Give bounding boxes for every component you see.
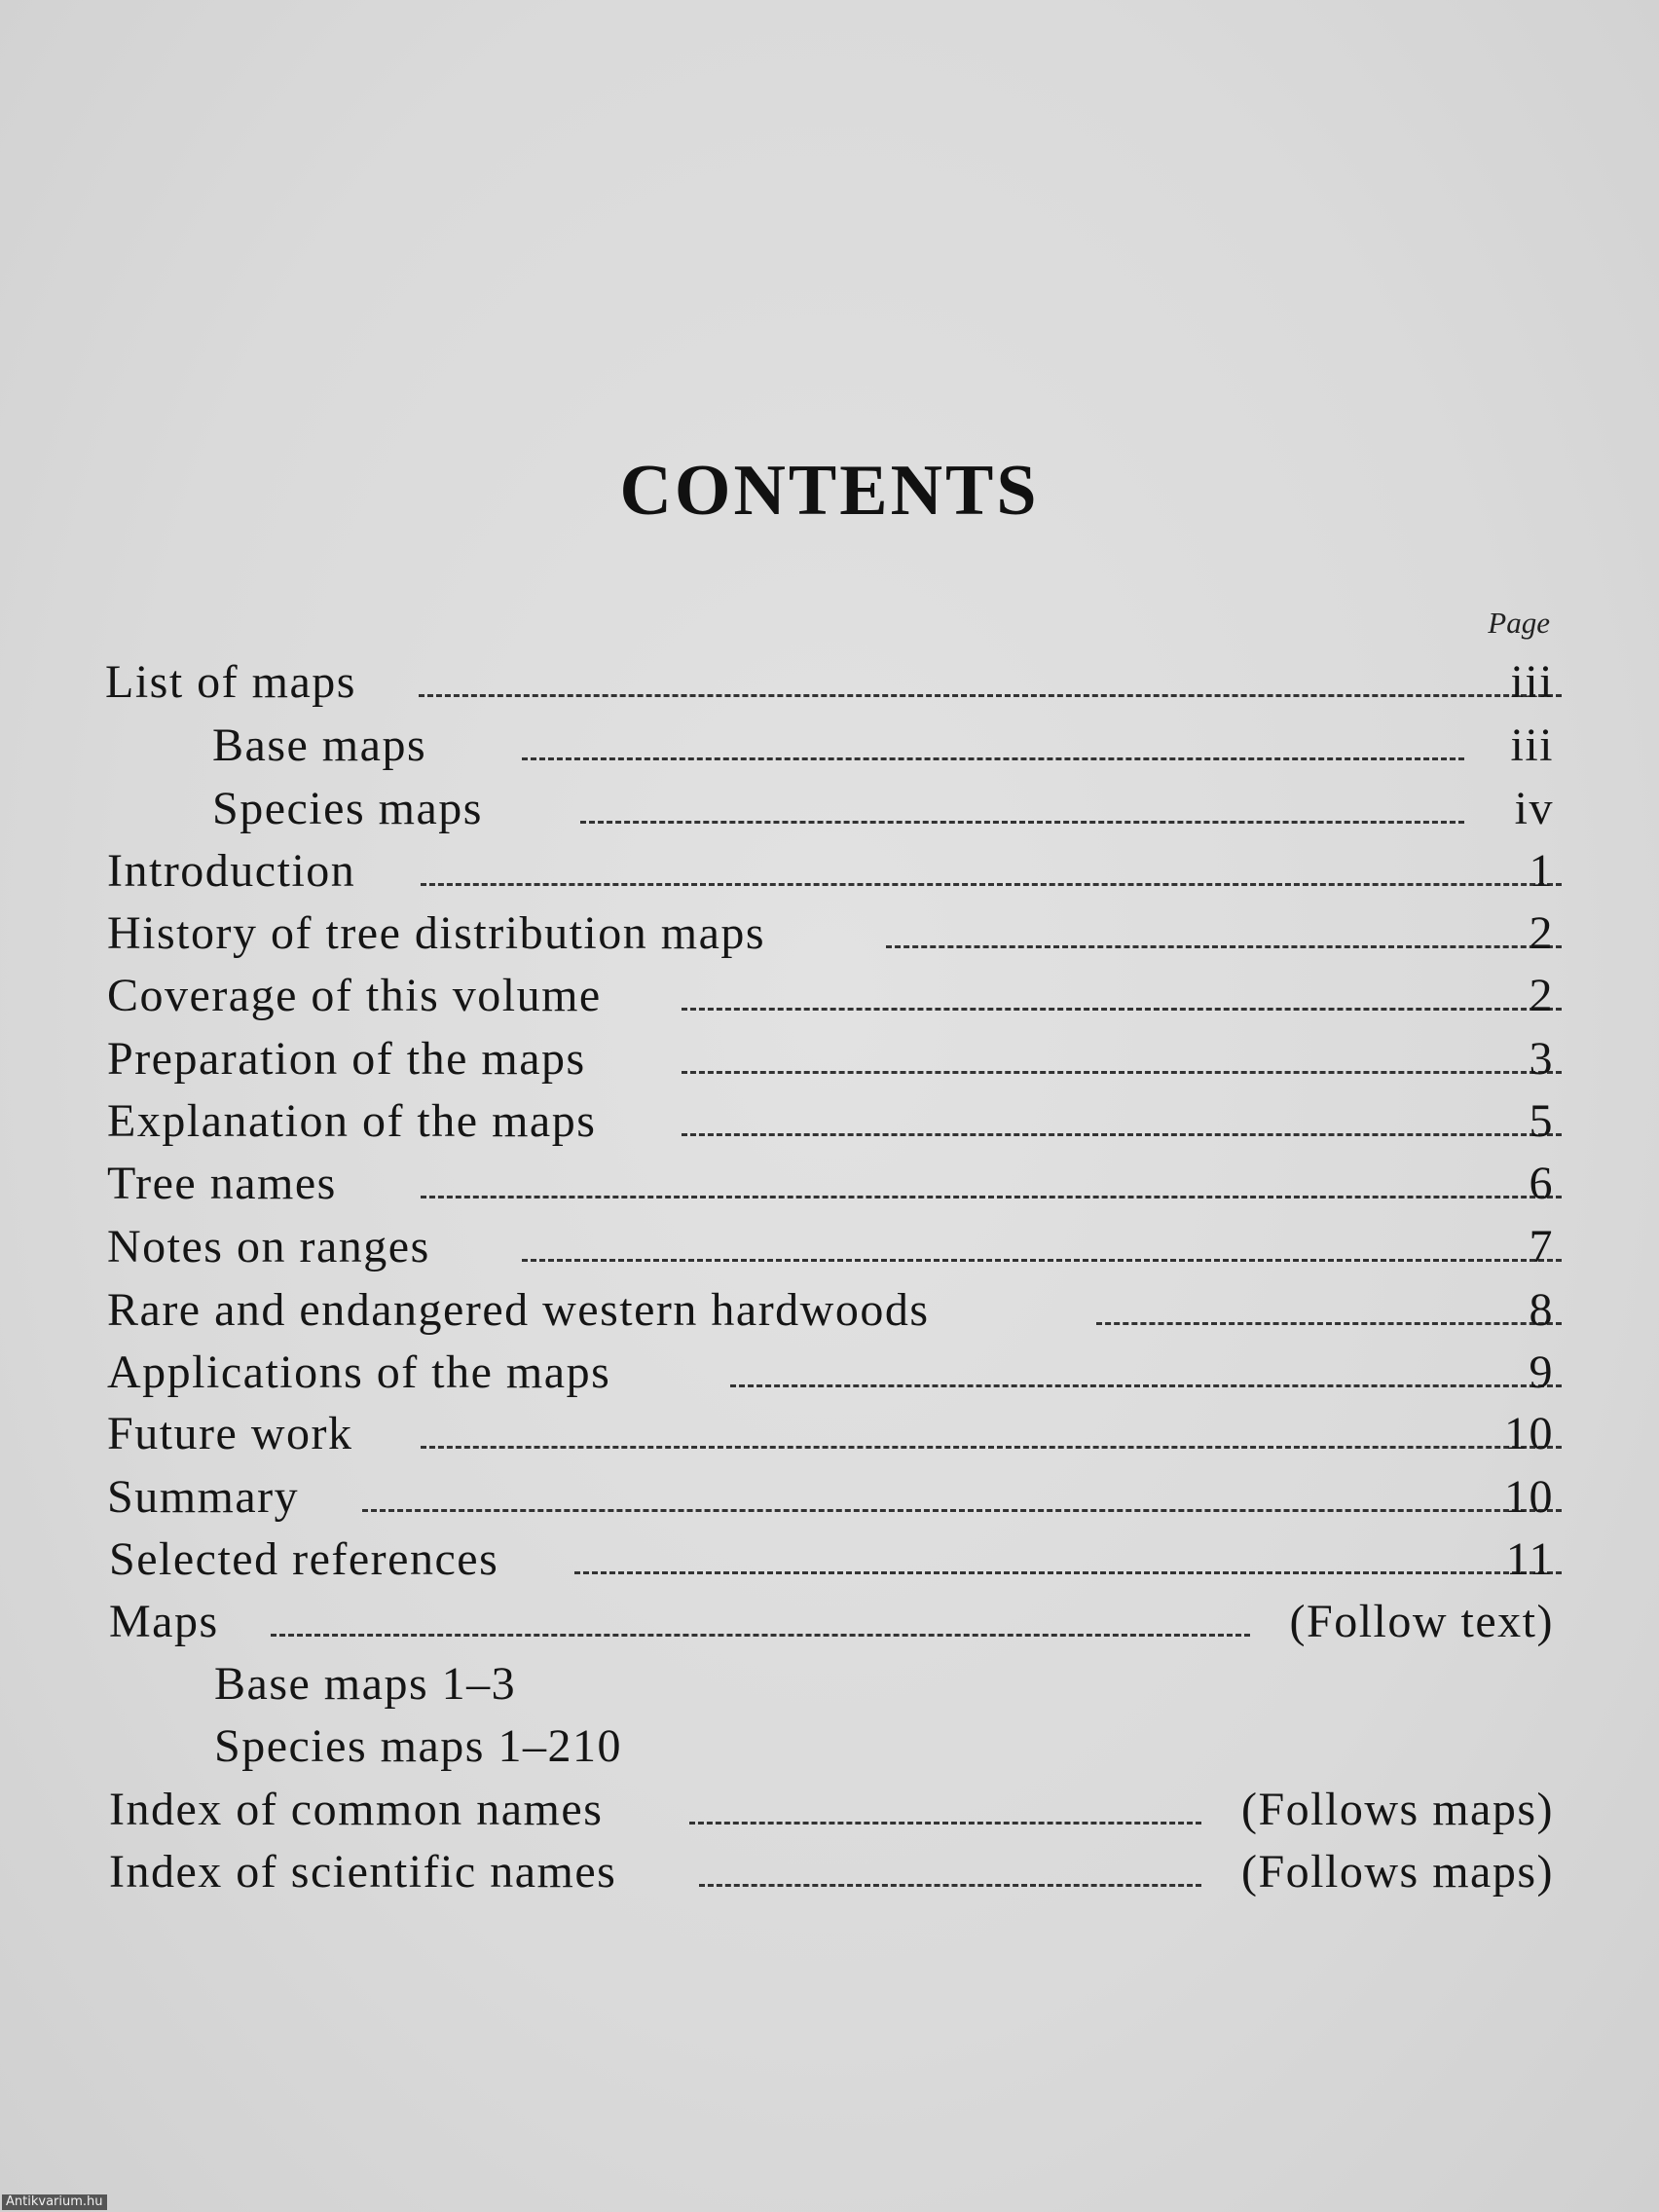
toc-entry-page: 11 (1505, 1533, 1554, 1585)
toc-entry-species-maps (212, 780, 1554, 838)
page-title: CONTENTS (619, 451, 1040, 531)
toc-entry-list-of-maps (105, 653, 1554, 712)
toc-entry-label: Introduction (107, 845, 356, 897)
toc-entry-maps (109, 1593, 1554, 1651)
toc-entry-summary (107, 1468, 1554, 1527)
toc-entry-page: (Follows maps) (1241, 1784, 1554, 1835)
toc-entry-introduction (107, 842, 1554, 901)
dot-leader (421, 1446, 1562, 1449)
toc-entry-label: Species maps 1–210 (214, 1720, 622, 1772)
toc-entry-page: (Follow text) (1289, 1596, 1554, 1647)
dot-leader (362, 1509, 1562, 1512)
dot-leader (682, 1008, 1562, 1011)
toc-entry-index-common-names (109, 1781, 1554, 1839)
toc-entry-label: Applications of the maps (107, 1346, 611, 1398)
toc-subentry-base-maps-range (214, 1655, 896, 1714)
dot-leader (682, 1071, 1562, 1074)
toc-entry-page: 9 (1529, 1346, 1554, 1398)
dot-leader (689, 1822, 1201, 1825)
page-column-label: Page (1488, 606, 1550, 640)
toc-entry-label: History of tree distribution maps (107, 907, 766, 959)
toc-entry-label: Species maps (212, 783, 483, 834)
toc-entry-label: Tree names (107, 1158, 337, 1209)
toc-entry-future-work (107, 1405, 1554, 1463)
dot-leader (421, 883, 1562, 886)
toc-entry-label: Index of common names (109, 1784, 604, 1835)
toc-entry-page: iii (1510, 656, 1554, 708)
toc-entry-notes-on-ranges (107, 1218, 1554, 1276)
toc-entry-explanation (107, 1092, 1554, 1151)
dot-leader (730, 1384, 1562, 1387)
toc-entry-applications (107, 1344, 1554, 1402)
toc-entry-page: iv (1514, 783, 1554, 834)
toc-entry-page: 3 (1529, 1033, 1554, 1085)
toc-entry-coverage (107, 967, 1554, 1025)
toc-entry-page: 6 (1529, 1158, 1554, 1209)
toc-subentry-species-maps-range (214, 1717, 896, 1776)
dot-leader (419, 694, 1562, 697)
toc-entry-base-maps (212, 717, 1554, 775)
toc-entry-label: Base maps 1–3 (214, 1658, 517, 1710)
toc-entry-page: 2 (1529, 970, 1554, 1021)
toc-entry-label: Index of scientific names (109, 1846, 617, 1898)
toc-entry-page: 2 (1529, 907, 1554, 959)
toc-entry-page: 10 (1504, 1471, 1554, 1523)
dot-leader (574, 1571, 1562, 1574)
dot-leader (682, 1133, 1562, 1136)
dot-leader (699, 1884, 1201, 1887)
toc-entry-history (107, 904, 1554, 963)
toc-entry-label: Maps (109, 1596, 219, 1647)
toc-entry-index-scientific-names (109, 1843, 1554, 1901)
toc-entry-page: 10 (1504, 1408, 1554, 1459)
toc-entry-label: Notes on ranges (107, 1221, 430, 1272)
watermark: Antikvarium.hu (2, 2194, 107, 2210)
dot-leader (886, 945, 1562, 948)
dot-leader (1096, 1322, 1562, 1325)
toc-entry-page: iii (1510, 719, 1554, 771)
toc-entry-label: Base maps (212, 719, 427, 771)
dot-leader (271, 1634, 1250, 1637)
toc-entry-label: Rare and endangered western hardwoods (107, 1284, 930, 1336)
toc-entry-label: Preparation of the maps (107, 1033, 586, 1085)
toc-entry-page: 5 (1529, 1095, 1554, 1147)
toc-entry-label: List of maps (105, 656, 356, 708)
toc-entry-label: Explanation of the maps (107, 1095, 597, 1147)
toc-entry-selected-references (109, 1530, 1554, 1589)
toc-entry-tree-names (107, 1155, 1554, 1213)
toc-entry-rare-endangered (107, 1281, 1554, 1340)
toc-entry-page: 8 (1529, 1284, 1554, 1336)
toc-entry-label: Coverage of this volume (107, 970, 602, 1021)
toc-entry-page: 7 (1529, 1221, 1554, 1272)
toc-entry-page: 1 (1529, 845, 1554, 897)
toc-entry-label: Future work (107, 1408, 353, 1459)
toc-entry-page: (Follows maps) (1241, 1846, 1554, 1898)
dot-leader (522, 757, 1464, 760)
dot-leader (580, 821, 1464, 824)
dot-leader (421, 1196, 1562, 1198)
toc-entry-label: Selected references (109, 1533, 499, 1585)
toc-entry-preparation (107, 1030, 1554, 1088)
toc-entry-label: Summary (107, 1471, 300, 1523)
dot-leader (522, 1259, 1562, 1262)
